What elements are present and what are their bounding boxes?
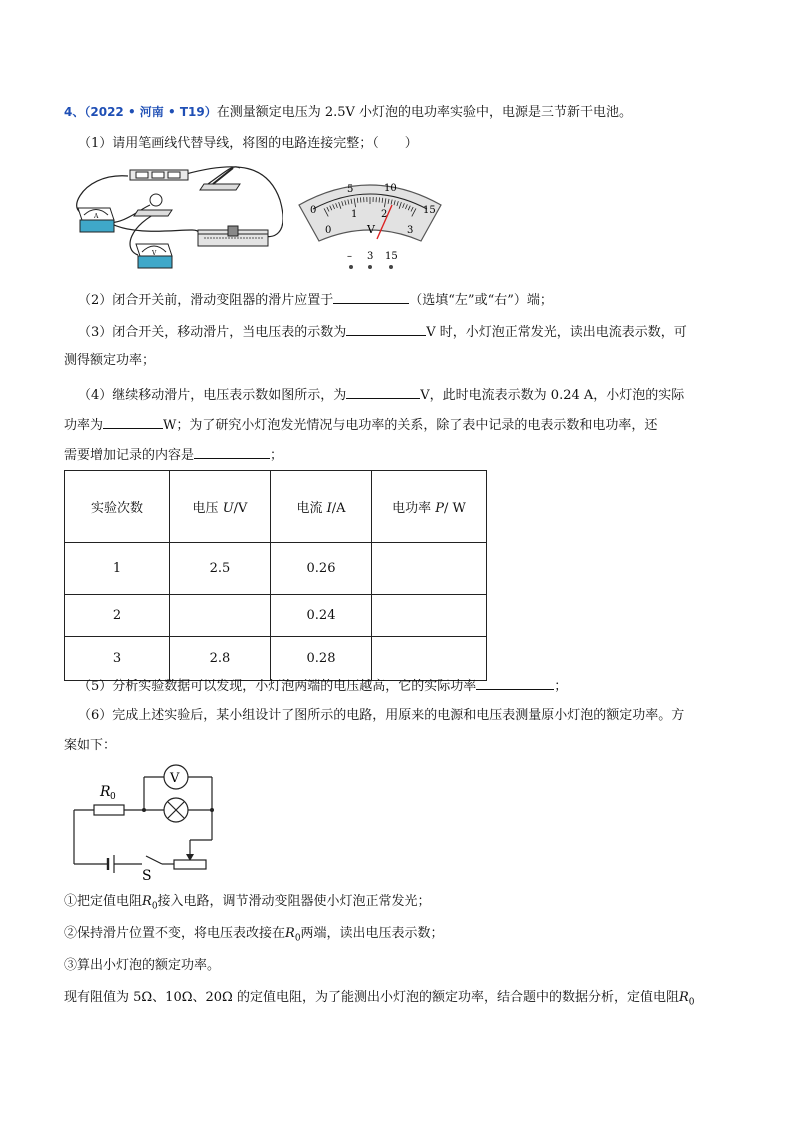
header-text: 实验次数 — [90, 501, 143, 516]
r-symbol: R — [142, 894, 152, 909]
resistor-subscript: 0 — [110, 792, 116, 802]
part-4-text-b: V，此时电流表示数为 0.24 A，小灯泡的实际 — [420, 388, 685, 403]
part-4-text-a: （4）继续移动滑片，电压表示数如图所示，为 — [78, 388, 347, 403]
dial-bottom-1: 1 — [351, 209, 358, 220]
switch-symbol — [146, 856, 162, 864]
table-row — [65, 637, 487, 681]
table-row — [65, 543, 487, 595]
voltmeter-label: V — [170, 771, 180, 786]
step-2-text-b: 两端，读出电压表示数； — [300, 926, 444, 941]
r-subscript: 0 — [151, 901, 158, 912]
step-3: ③算出小灯泡的额定功率。 — [64, 958, 221, 973]
part-6: （6）完成上述实验后，某小组设计了图所示的电路，用原来的电源和电压表测量原小灯泡的额定功率。方 — [78, 708, 685, 723]
cell: 2.5 — [170, 543, 271, 595]
r-symbol: R — [285, 926, 295, 941]
switch-icon — [200, 168, 240, 190]
part-2 — [78, 289, 553, 311]
part-4-text-c: 功率为 — [64, 418, 104, 433]
terminal-3: 3 — [367, 251, 374, 262]
answer-blank[interactable] — [333, 289, 409, 304]
cell: 3 — [65, 637, 170, 681]
header-voltage — [170, 471, 271, 543]
dial-unit: V — [367, 223, 375, 236]
step-2-text-a: ②保持滑片位置不变，将电压表改接在 — [64, 926, 286, 941]
header-unit: /A — [331, 501, 346, 516]
dial-top-5: 5 — [347, 184, 354, 195]
cell: 0.24 — [271, 595, 372, 637]
header-unit: / W — [444, 501, 466, 516]
cell: 0.26 — [271, 543, 372, 595]
question-header — [64, 102, 632, 123]
cell: 2.8 — [170, 637, 271, 681]
r-subscript: 0 — [294, 933, 301, 944]
answer-blank[interactable] — [476, 675, 554, 690]
header-symbol: U — [222, 501, 234, 516]
resistor-r0 — [94, 805, 124, 815]
part-2-text-a: （2）闭合开关前，滑动变阻器的滑片应置于 — [78, 293, 334, 308]
voltmeter-dial — [295, 175, 445, 275]
closing-text: 现有阻值为 5Ω、10Ω、20Ω 的定值电阻，为了能测出小灯泡的额定功率，结合题中的数据分析，定值电阻 — [64, 990, 679, 1005]
bulb-icon — [134, 194, 172, 216]
header-symbol: I — [326, 501, 332, 516]
part-5-text-b: ； — [554, 679, 568, 694]
answer-cell[interactable] — [170, 595, 271, 637]
dial-top-0: 0 — [310, 205, 317, 216]
battery-symbol — [108, 855, 114, 873]
part-1: （1）请用笔画线代替导线，将图的电路连接完整；（ ） — [78, 136, 418, 151]
svg-text:V: V — [152, 250, 157, 257]
header-unit: /V — [233, 501, 248, 516]
header-text: 电压 — [192, 501, 223, 516]
wiring-diagram — [68, 160, 283, 280]
table-row — [65, 595, 487, 637]
question-stem: 在测量额定电压为 2.5V 小灯泡的电功率实验中，电源是三节新干电池。 — [216, 105, 633, 120]
step-1-text-b: 接入电路，调节滑动变阻器使小灯泡正常发光； — [157, 894, 431, 909]
circuit-diagram — [70, 764, 220, 882]
part-4-text-f: ； — [270, 448, 284, 463]
part-4-text-e: 需要增加记录的内容是 — [64, 448, 195, 463]
answer-cell[interactable] — [372, 595, 487, 637]
header-symbol: P — [435, 501, 444, 516]
part-3-cont: 测得额定功率； — [64, 353, 156, 368]
cell: 2 — [65, 595, 170, 637]
dial-top-10: 10 — [384, 183, 397, 194]
terminal-15: 15 — [385, 251, 398, 262]
part-6-cont: 案如下： — [64, 738, 117, 753]
header-trial — [65, 471, 170, 543]
answer-blank[interactable] — [103, 414, 163, 429]
part-2-text-b: （选填“左”或“右”）端； — [409, 293, 553, 308]
source-close: ） — [204, 105, 217, 119]
question-source: 2022 • 河南 • T19 — [90, 105, 205, 119]
part-5 — [78, 675, 567, 697]
resistor-label: R — [100, 784, 111, 800]
answer-cell[interactable] — [372, 543, 487, 595]
part-4 — [78, 384, 684, 406]
dial-bottom-2: 2 — [381, 209, 388, 220]
answer-blank[interactable] — [194, 444, 270, 459]
header-text: 电流 — [296, 501, 327, 516]
voltmeter-icon — [136, 244, 172, 268]
answer-blank[interactable] — [346, 321, 426, 336]
data-table — [64, 470, 487, 681]
header-current — [271, 471, 372, 543]
dial-top-15: 15 — [423, 205, 436, 216]
rheostat-symbol — [174, 860, 206, 869]
terminal-minus: – — [347, 251, 352, 262]
cell: 1 — [65, 543, 170, 595]
cell: 0.28 — [271, 637, 372, 681]
battery-box-icon — [130, 170, 188, 180]
answer-cell[interactable] — [372, 637, 487, 681]
dial-bottom-3: 3 — [407, 225, 414, 236]
part-3-text-a: （3）闭合开关，移动滑片，当电压表的示数为 — [78, 325, 347, 340]
switch-label: S — [142, 868, 152, 882]
table-header-row — [65, 471, 487, 543]
r-subscript: 0 — [688, 997, 695, 1008]
ammeter-icon — [78, 208, 114, 232]
dial-bottom-0: 0 — [325, 225, 332, 236]
part-3-text-b: V 时，小灯泡正常发光，读出电流表示数，可 — [426, 325, 687, 340]
part-4-text-d: W；为了研究小灯泡发光情况与电功率的关系，除了表中记录的电表示数和电功率，还 — [163, 418, 658, 433]
step-1 — [64, 892, 431, 917]
answer-blank[interactable] — [346, 384, 420, 399]
svg-text:A: A — [94, 213, 99, 220]
part-3 — [78, 321, 687, 343]
header-power — [372, 471, 487, 543]
header-text: 电功率 — [392, 501, 436, 516]
source-open: （ — [84, 105, 91, 119]
part-5-text-a: （5）分析实验数据可以发现，小灯泡两端的电压越高，它的实际功率 — [78, 679, 477, 694]
closing-line — [64, 988, 695, 1013]
part-4-line2 — [64, 414, 657, 436]
lamp-symbol — [164, 798, 188, 822]
rheostat-icon — [198, 226, 268, 246]
question-number: 4、 — [64, 105, 85, 119]
step-1-text-a: ①把定值电阻 — [64, 894, 143, 909]
part-4-line3 — [64, 444, 283, 466]
r-symbol: R — [678, 990, 689, 1005]
step-2 — [64, 924, 444, 949]
